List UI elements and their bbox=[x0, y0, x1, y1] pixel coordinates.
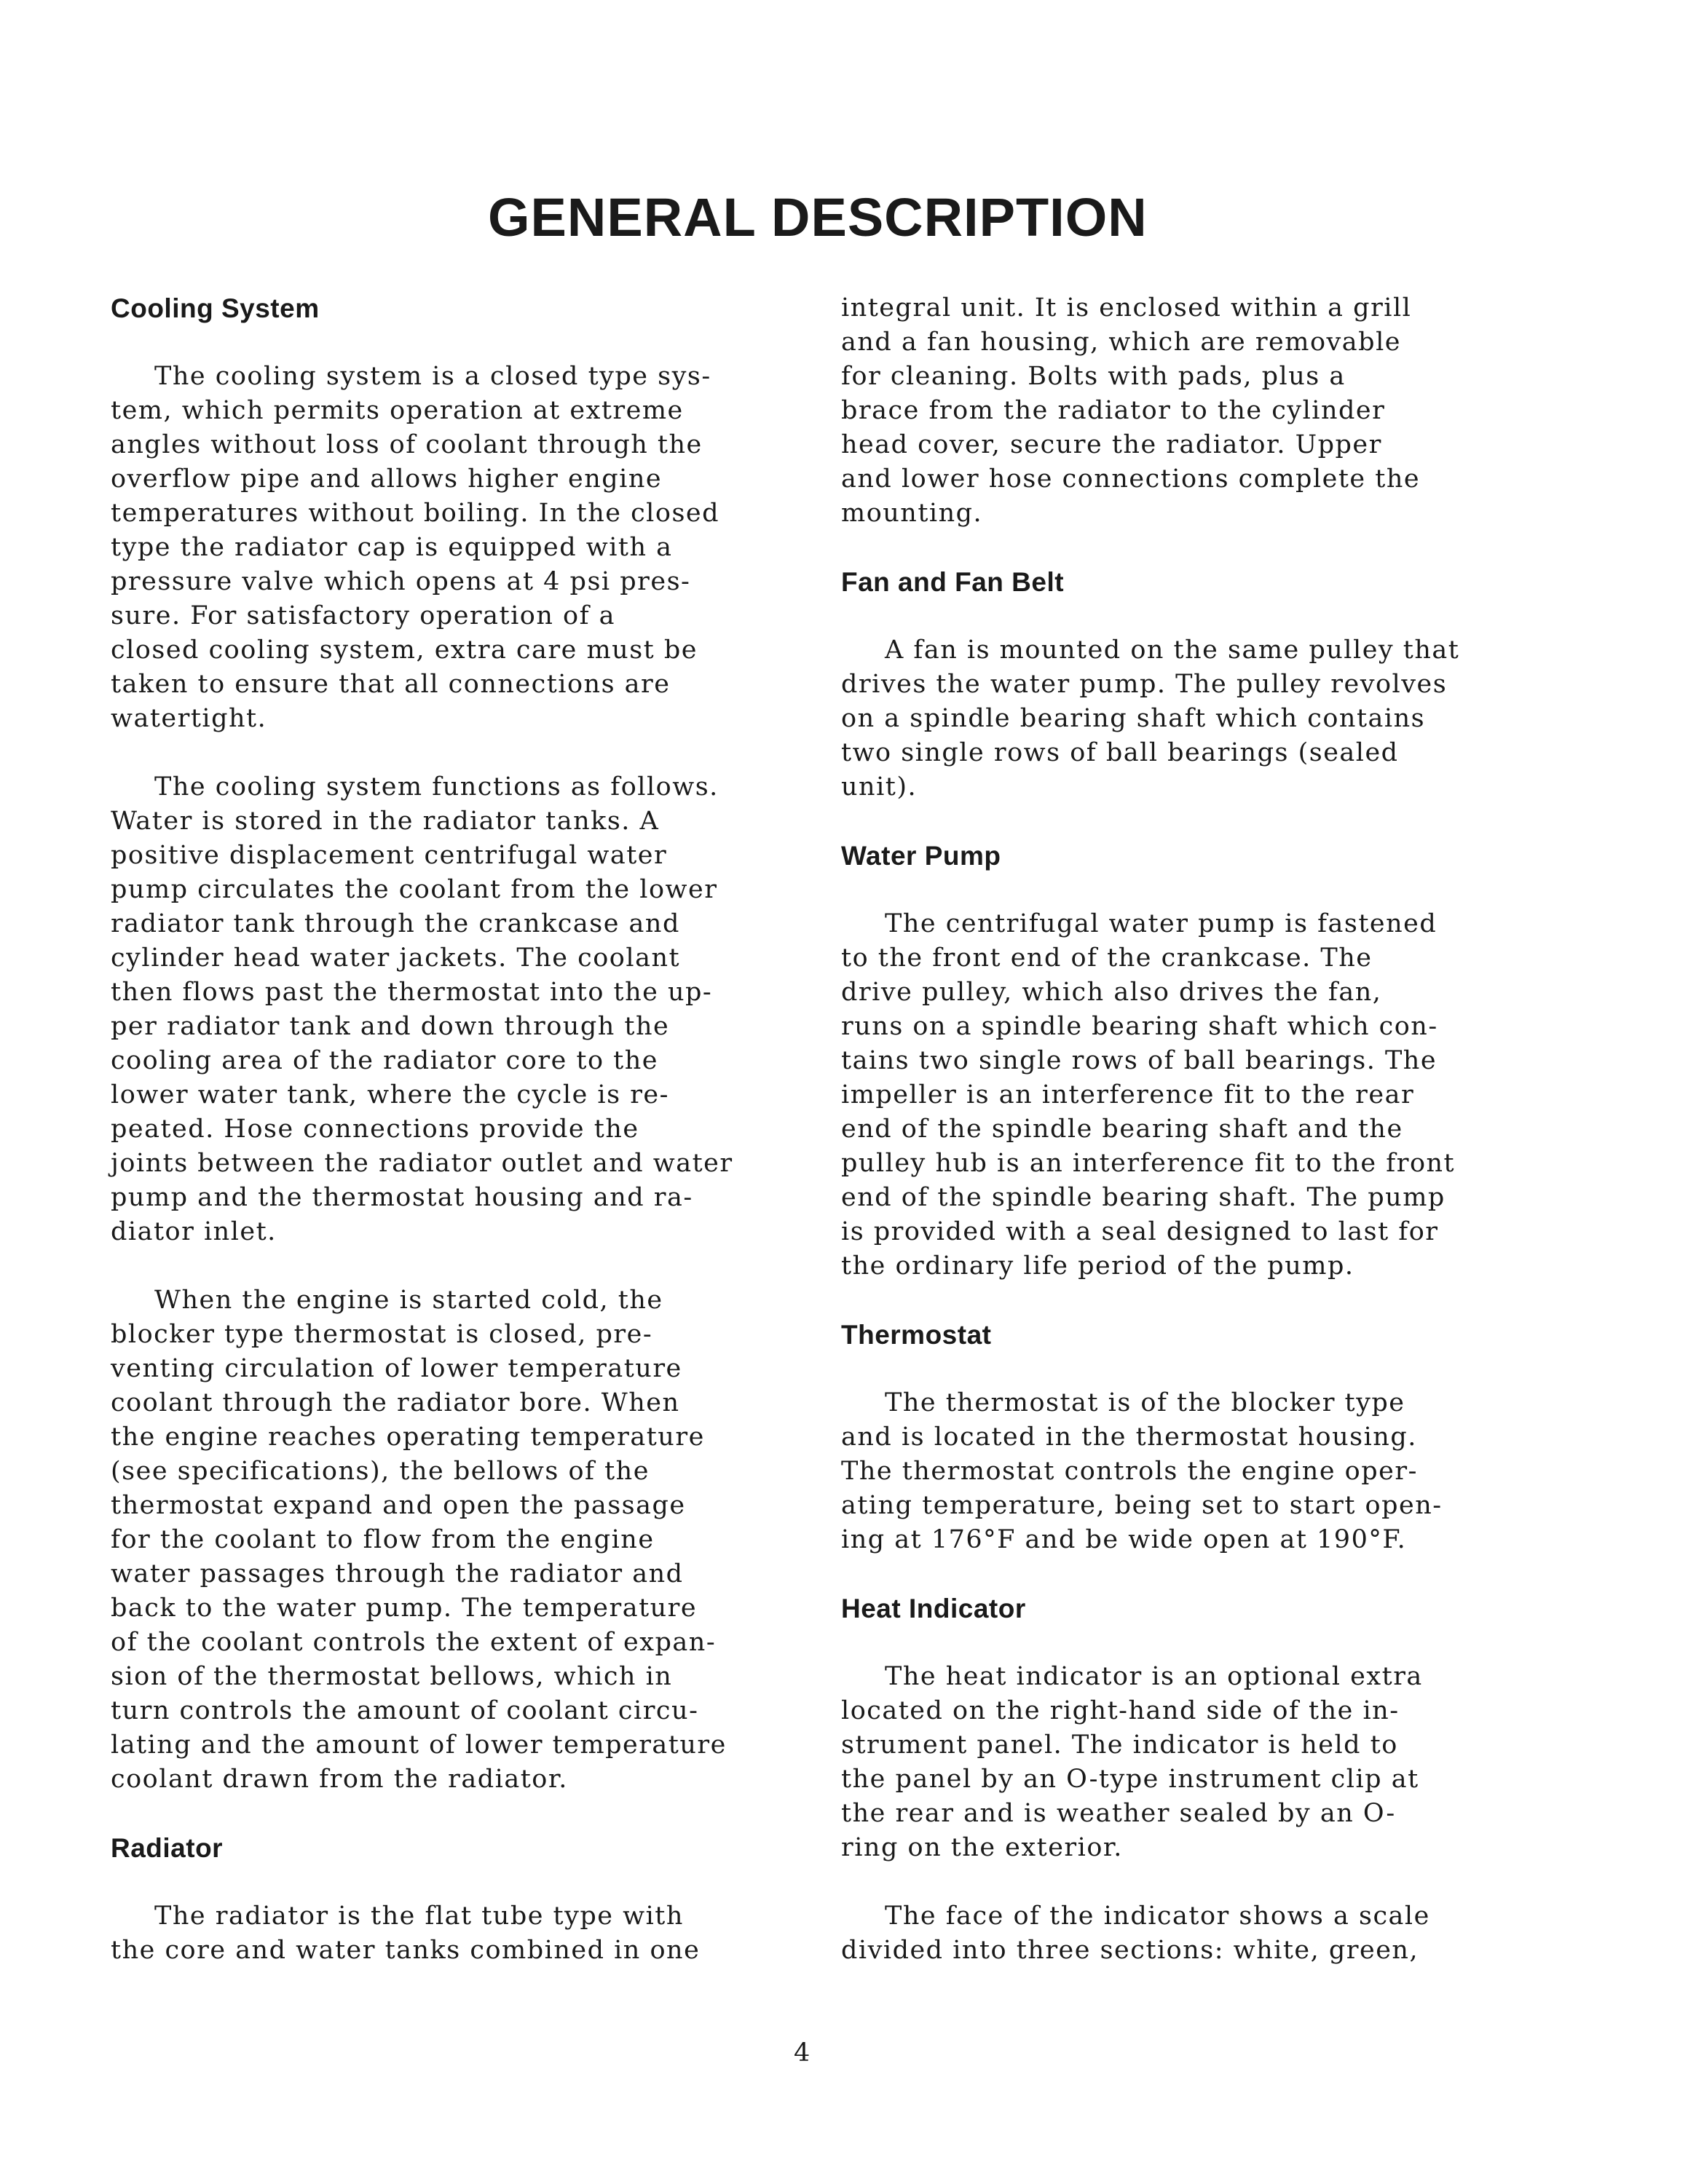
paragraph-thermostat: The thermostat is of the blocker type and is located in the thermostat housing. The thermostat controls the engine oper- ating temperature, being set to start open- ing at 176°F and be wide open at 190°F. bbox=[841, 1388, 1443, 1554]
paragraph-heat-indicator: The heat indicator is an optional extra located on the right-hand side of the in- strument panel. The indicator is held to the panel by an O-type instrument clip at the rear and is weather sealed by an O- ring on the exterior. bbox=[841, 1662, 1423, 1862]
paragraph-radiator-continued: integral unit. It is enclosed within a grill and a fan housing, which are removable for cleaning. Bolts with pads, plus a brace from the radiator to the cylinder head cover, secure the radiator. Upper and lower hose connections complete the mounting. bbox=[841, 293, 1421, 528]
paragraph-cooling-cold-start: When the engine is started cold, the blocker type thermostat is closed, pre- venting circulation of lower temperature coolant through the radiator bore. When the engine reaches operating temperature (see specifications), the bellows of the thermostat expand and open the passage for the coolant to flow from the engine water passages through the radiator and back to the water pump. The temperature of the coolant controls the extent of expan- sion of the thermostat bellows, which in turn controls the amount of coolant circu- lating and the amount of lower temperature coolant drawn from the radiator. bbox=[111, 1286, 727, 1794]
section-heading-cooling-system: Cooling System bbox=[111, 293, 320, 323]
paragraph-fan-belt: A fan is mounted on the same pulley that drives the water pump. The pulley revolves on a spindle bearing shaft which contains two single rows of ball bearings (sealed unit). bbox=[841, 636, 1460, 802]
paragraph-radiator: The radiator is the flat tube type with the core and water tanks combined in one bbox=[111, 1902, 701, 1965]
left-column bbox=[111, 291, 770, 2002]
paragraph-water-pump: The centrifugal water pump is fastened to the front end of the crankcase. The drive pulley, which also drives the fan, runs on a spindle bearing shaft which con- tains two single rows of ball bearings. The impeller is an interference fit to the rear end of the spindle bearing shaft and the pulley hub is an interference fit to the front end of the spindle bearing shaft. The pump is provided with a seal designed to last for the ordinary life period of the pump. bbox=[841, 909, 1456, 1281]
right-column bbox=[841, 291, 1522, 2002]
paragraph-heat-indicator-scale: The face of the indicator shows a scale divided into three sections: white, green, bbox=[841, 1902, 1430, 1965]
page-number: 4 bbox=[794, 2038, 811, 2068]
page-title: GENERAL DESCRIPTION bbox=[488, 187, 1148, 248]
section-heading-heat-indicator: Heat Indicator bbox=[841, 1594, 1026, 1623]
section-heading-water-pump: Water Pump bbox=[841, 841, 1001, 871]
section-heading-thermostat: Thermostat bbox=[841, 1320, 992, 1350]
paragraph-cooling-function: The cooling system functions as follows. Water is stored in the radiator tanks. A positive displacement centrifugal water pump circulates the coolant from the lower radiator tank through the crankcase and cylinder head water jackets. The coolant then flows past the thermostat into the up- per radiator tank and down through the cooling area of the radiator core to the lower water tank, where the cycle is re- peated. Hose connections provide the joints between the radiator outlet and water pump and the thermostat housing and ra- diator inlet. bbox=[111, 772, 733, 1246]
section-heading-radiator: Radiator bbox=[111, 1833, 224, 1863]
paragraph-cooling-intro: The cooling system is a closed type sys- tem, which permits operation at extreme angles without loss of coolant through the overflow pipe and allows higher engine temperatures without boiling. In the closed type the radiator cap is equipped with a pressure valve which opens at 4 psi pres- sure. For satisfactory operation of a closed cooling system, extra care must be taken to ensure that all connections are watertight. bbox=[111, 362, 720, 733]
section-heading-fan-belt: Fan and Fan Belt bbox=[841, 567, 1065, 597]
